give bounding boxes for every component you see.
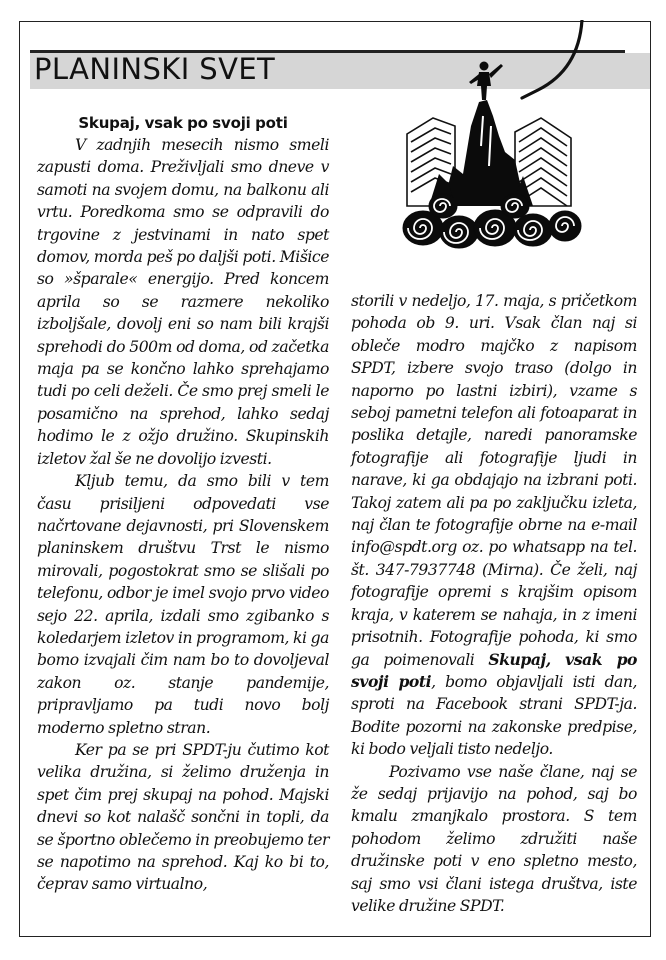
event-name-emphasis: Skupaj, vsak po svoji poti	[351, 649, 637, 691]
article-paragraph-5: Pozivamo vse naše člane, naj se že sedaj prijavijo na pohod, saj bo kmalu zmanjkalo prostora. S tem pohodom želimo združiti naše družinske poti v eno spletno mesto, saj smo vsi člani istega društva, iste velike družine SPDT.	[351, 762, 637, 915]
mountain-climber-illustration-icon	[393, 56, 583, 266]
article-column-left	[37, 112, 329, 896]
article-paragraph-3: Ker pa se pri SPDT-ju čutimo kot velika družina, si želimo druženja in spet čim prej skupaj na pohod. Majski dnevi so kot nalašč sončni in topli, da se športno oblečemo in preobujemo ter se napotimo na sprehod. Kaj ko bi to, čeprav samo virtualno,	[37, 740, 329, 894]
article-column-right	[351, 290, 637, 917]
article-title: Skupaj, vsak po svoji poti	[78, 114, 288, 132]
paragraph-4-text-b: , bomo objavljali isti dan, sproti na Facebook strani SPDT-ja. Bodite pozorni na zakonske predpise, ki bodo veljali tisto nedeljo.	[351, 672, 638, 759]
article-paragraph-4	[351, 290, 637, 761]
section-title: PLANINSKI SVET	[34, 52, 276, 86]
paragraph-4-text-a: storili v nedeljo, 17. maja, s pričetkom pohoda ob 9. uri. Vsak član naj si obleče modro majčko z napisom SPDT, izbere svojo traso (dolgo in naporno po lastni izbiri), vzame s seboj pametni telefon ali fotoaparat in poslika detajle, naredi panoramske fotografije ali fotografije ljudi in narave, ki ga obdajajo na izbrani poti. Takoj zatem ali pa po zaključku izleta, naj član te fotografije obrne na e-mail info@spdt.org oz. po whatsapp na tel. št. 347-7937748 (Mirna). Če želi, naj fotografije opremi s krajšim opisom kraja, v katerem se nahaja, in z imeni prisotnih. Fotografije pohoda, ki smo ga poimenovali	[351, 292, 637, 669]
article-paragraph-2: Kljub temu, da smo bili v tem času prisiljeni odpovedati vse načrtovane dejavnosti, pri Slovenskem planinskem društvu Trst le nismo mirovali, pogostokrat smo se slišali po telefonu, odbor je imel svojo prvo video sejo 22. aprila, izdali smo zgibanko s koledarjem izletov in programom, ki ga bomo izvajali čim nam bo to dovoljeval zakon oz. stanje pandemije, pripravljamo pa tudi novo bolj moderno spletno stran.	[37, 472, 329, 737]
article-paragraph-1: V zadnjih mesecih nismo smeli zapusti doma. Preživljali smo dneve v samoti na svojem domu, na balkonu ali vrtu. Poredkoma smo se odpravili do trgovine z jestvinami in nato spet domov, morda peš po daljši poti. Mišice so »šparale« energijo. Pred koncem aprila so se razmere nekoliko izboljšale, dovolj eni so nam bili krajši sprehodi do 500m od doma, od začetka maja pa se končno lahko sprehajamo tudi po celi deželi. Če smo prej smeli le posamično na sprehod, lahko sedaj hodimo le z ožjo družino. Skupinskih izletov žal še ne dovolijo izvesti.	[37, 136, 329, 468]
